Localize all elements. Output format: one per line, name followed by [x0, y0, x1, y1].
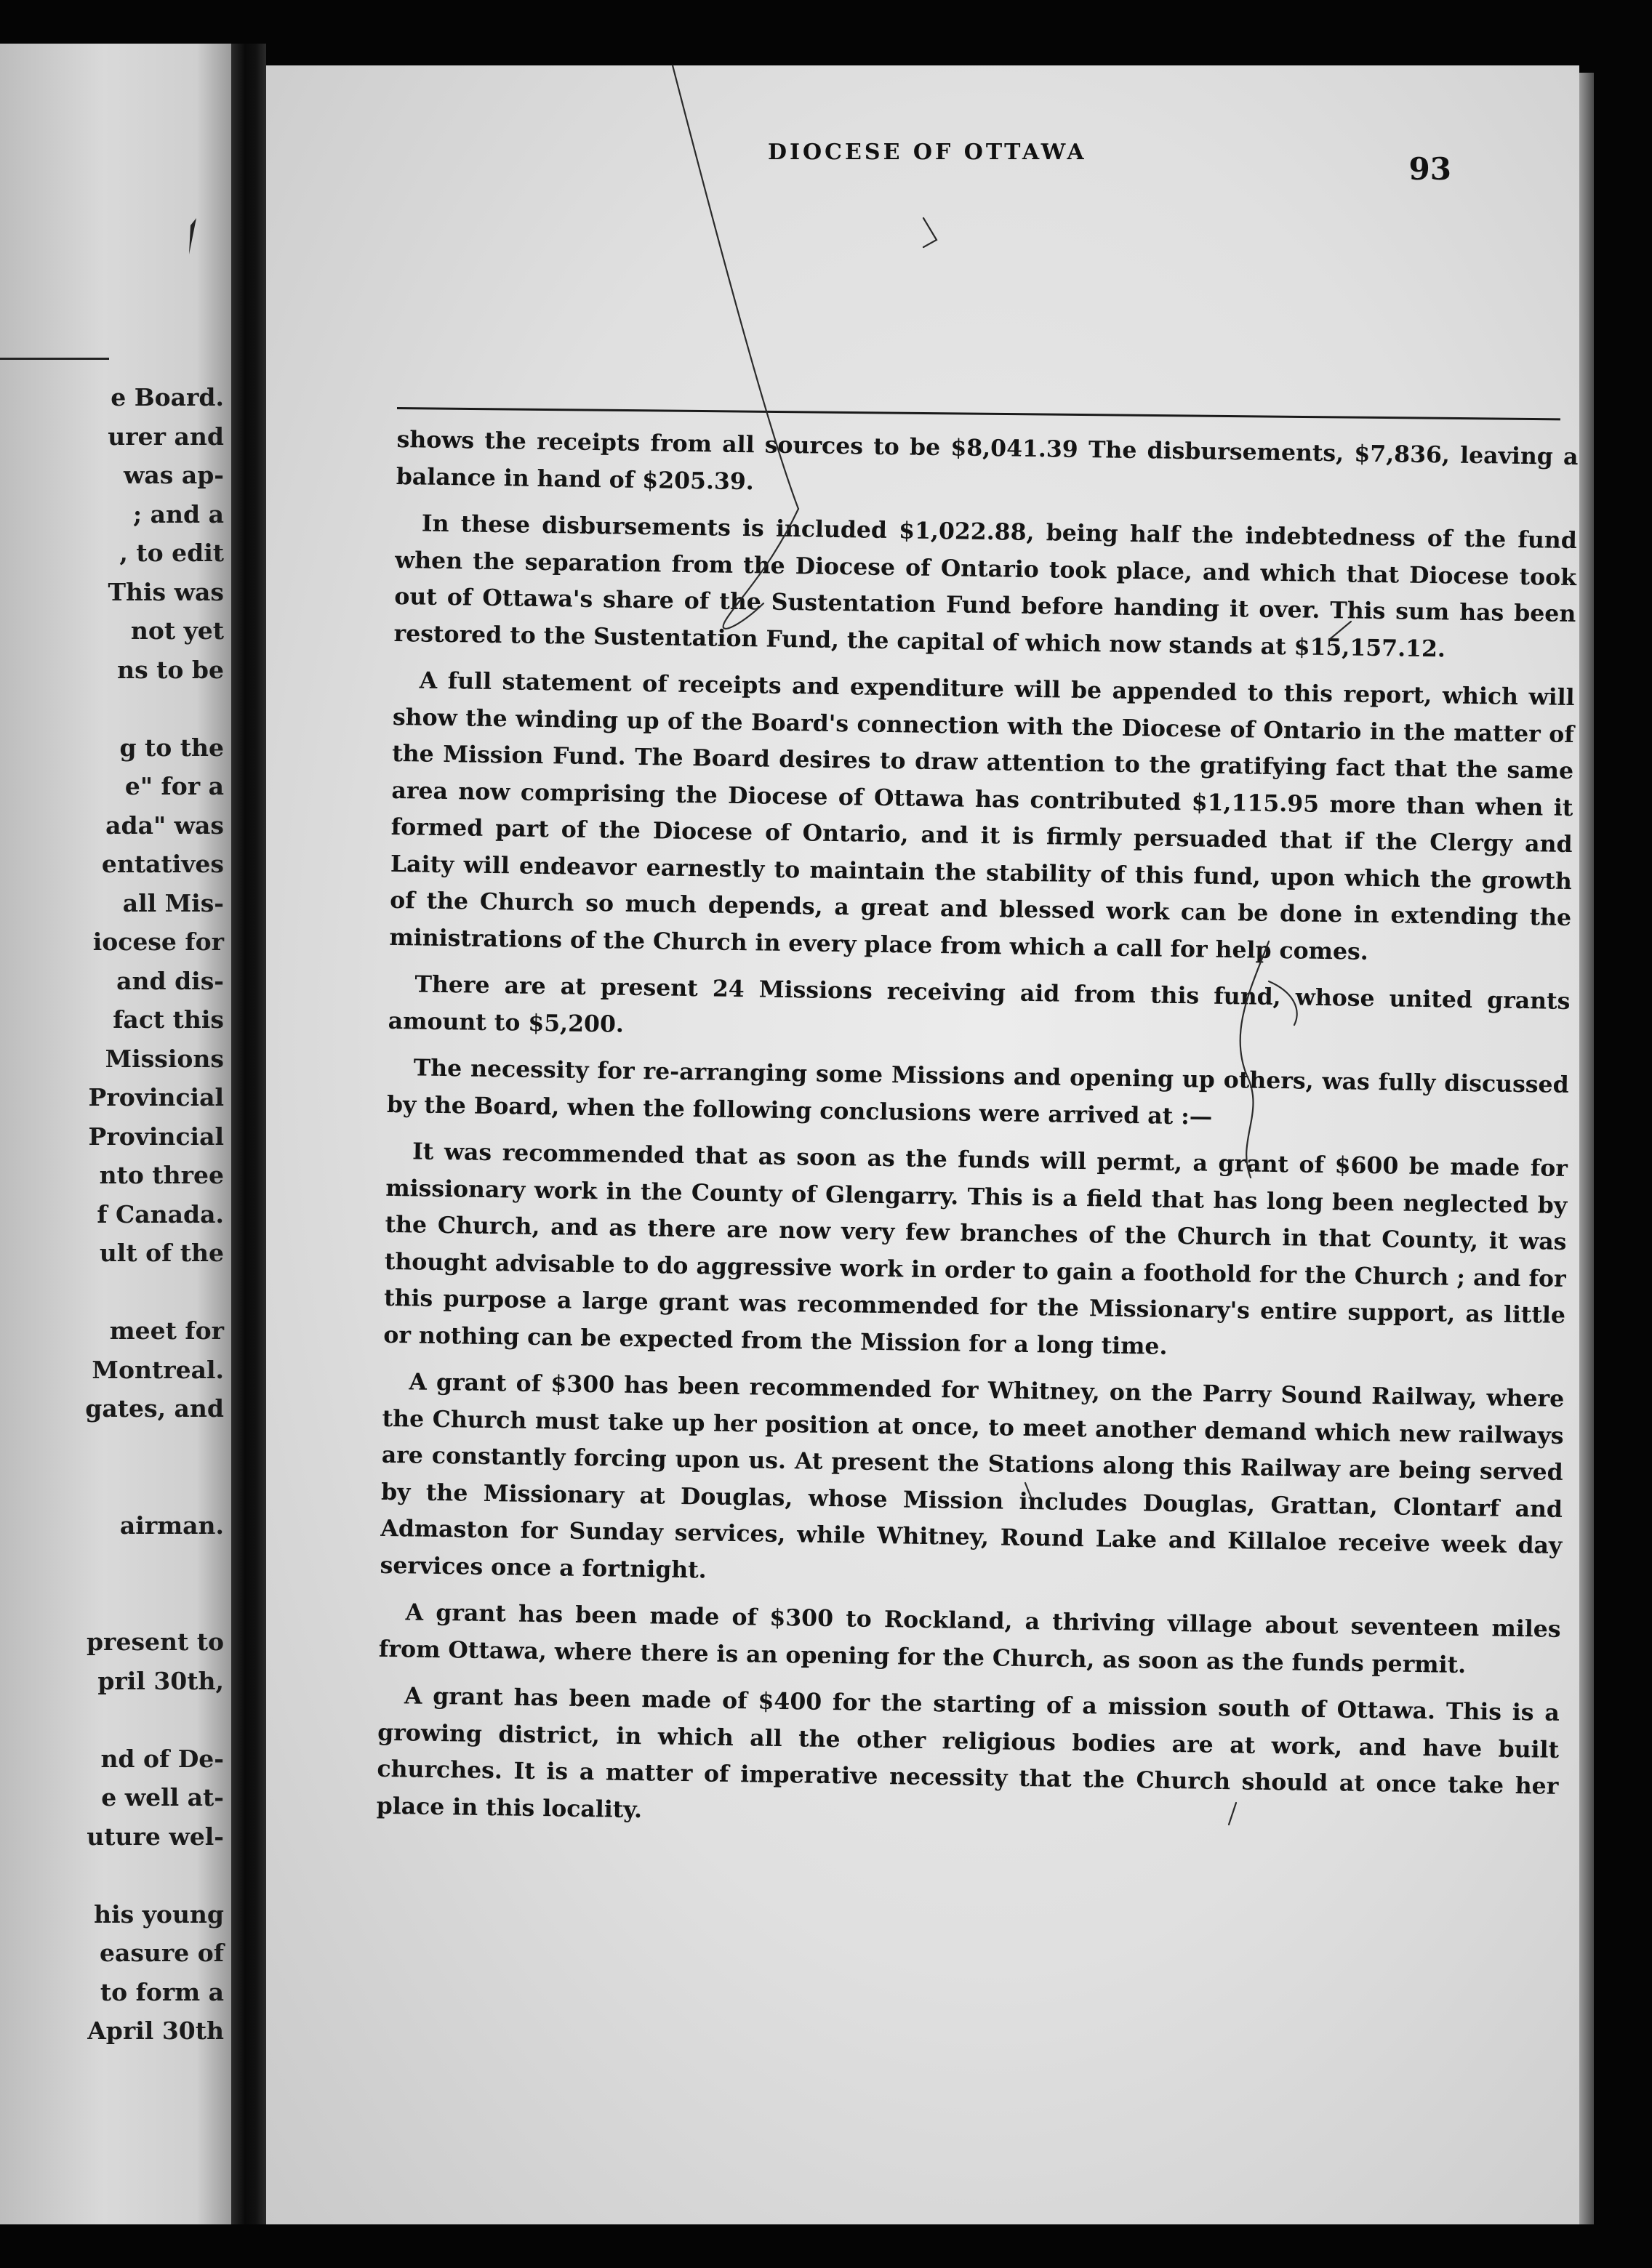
left-page-line: Provincial: [88, 1083, 224, 1111]
left-page-line: ns to be: [117, 655, 224, 684]
left-page-line: present to: [86, 1628, 224, 1656]
left-page-line: g to the: [119, 733, 224, 762]
paragraph: In these disbursements is included $1,022.88, being half the indebtedness of the fund when the separation from the Diocese of Ontario took place, and which that Diocese took out of Ottawa's share of the Sustentation Fund before handing it over. This sum has been restored to the Sustentation Fund, the capital of which now stands at $15,157.12.: [393, 510, 1578, 662]
left-page-line: iocese for: [92, 928, 224, 956]
right-page: [266, 65, 1579, 2224]
left-page-line: ada" was: [105, 811, 224, 840]
page-edge-shadow: [1579, 73, 1594, 2224]
left-page-line: [6, 1467, 224, 1506]
left-page-rule: [0, 358, 109, 360]
running-head: DIOCESE OF OTTAWA: [768, 140, 1087, 165]
left-page-line: This was: [108, 577, 224, 606]
left-page-line: Provincial: [88, 1122, 224, 1151]
left-page-line: [6, 1273, 224, 1312]
left-page-line: and dis-: [116, 966, 224, 995]
left-page-line: [6, 1545, 224, 1584]
left-page-line: airman.: [119, 1511, 224, 1540]
left-page-line: ult of the: [99, 1239, 224, 1267]
left-page-line: all Mis-: [122, 888, 224, 917]
left-page-line: Montreal.: [92, 1355, 224, 1384]
left-page-line: easure of: [99, 1939, 224, 1967]
left-page-line: gates, and: [85, 1394, 224, 1423]
left-page-line: nd of De-: [100, 1744, 224, 1773]
page-number: 93: [1408, 151, 1451, 187]
left-page-line: [6, 689, 224, 728]
left-page-line: e well at-: [101, 1783, 224, 1811]
left-page-line: nto three: [99, 1161, 224, 1189]
paragraph: The necessity for re-arranging some Missions and opening up others, was fully discussed by the Board, when the following conclusions were arrived at :—: [386, 1054, 1569, 1130]
left-page-line: e" for a: [124, 772, 224, 800]
paragraph: A grant has been made of $300 to Rockland, a thriving village about seventeen miles from Ottawa, where there is an opening for the Church, as soon as the funds permit.: [378, 1599, 1561, 1678]
left-page-line: was ap-: [123, 461, 224, 489]
left-page-line: f Canada.: [97, 1199, 224, 1228]
left-page-line: pril 30th,: [97, 1666, 224, 1695]
paragraph: There are at present 24 Missions receiving aid from this fund, whose united grants amount to $5,200.: [388, 970, 1571, 1038]
paragraph: A full statement of receipts and expenditure will be appended to this report, which will show the winding up of the Board's connection with the Diocese of Ontario in the matter of the Mission Fund. The Board desires to draw attention to the gratifying fact that the same area now comprising the Diocese of Ottawa has contributed $1,115.95 more than when it formed part of the Diocese of Ontario, and it is firmly persuaded that if the Clergy and Laity will endeavor earnestly to maintain the stability of this fund, upon which the growth of the Church so much depends, a great and blessed work can be done in extending the ministrations of the Church in every place from which a call for help comes.: [389, 667, 1575, 965]
paragraph: A grant has been made of $400 for the starting of a mission south of Ottawa. This is a growing district, in which all the other religious bodies are at work, and have built churches. It is a matter of imperative necessity that the Church should at once take her place in this locality.: [376, 1682, 1560, 1823]
left-page-line: fact this: [113, 1005, 224, 1034]
left-page-line: his young: [94, 1899, 224, 1929]
left-page-line: e Board.: [111, 383, 224, 411]
left-page-line: entatives: [101, 850, 224, 878]
paragraph: shows the receipts from all sources to be $8,041.39 The disbursements, $7,836, leaving a balance in hand of $205.39.: [396, 425, 1579, 495]
left-page-line: Missions: [105, 1044, 224, 1073]
left-page-line: to form a: [100, 1977, 224, 2006]
left-facing-page: [0, 44, 231, 2224]
left-page-line: April 30th: [87, 2016, 224, 2045]
left-page-line: uture wel-: [87, 1822, 224, 1851]
paragraph: It was recommended that as soon as the funds will permt, a grant of $600 be made for missionary work in the County of Glengarry. This is a field that has long been neglected by the Church, and as there are now very few branches of the Church in that County, it was thought advisable to do aggressive work in order to gain a foothold for the Church ; and for this purpose a large grant was recommended for the Missionary's entire support, as little or nothing can be expected from the Mission for a long time.: [383, 1138, 1568, 1360]
left-page-line: , to edit: [119, 539, 224, 567]
left-page-line: meet for: [109, 1316, 224, 1345]
paragraph: A grant of $300 has been recommended for Whitney, on the Parry Sound Railway, where the Church must take up her position at once, to meet another demand which new railways are constantly forcing upon us. At present the Stations along this Railway are being served by the Missionary at Douglas, whose Mission includes Douglas, Grattan, Clontarf and Admaston for Sunday services, while Whitney, Round Lake and Killaloe receive week day services once a fortnight.: [380, 1368, 1565, 1583]
left-page-line: [6, 1700, 224, 1740]
left-page-line: not yet: [130, 616, 224, 645]
binding-gutter: [231, 44, 266, 2224]
left-page-line: urer and: [108, 422, 224, 451]
left-page-line: [6, 1584, 224, 1623]
left-page-text: [6, 378, 224, 2051]
body-text: [376, 422, 1579, 1852]
left-page-line: [6, 1856, 224, 1895]
left-page-line: ; and a: [133, 499, 224, 528]
header-rule: [397, 407, 1560, 420]
left-page-line: [6, 1428, 224, 1468]
